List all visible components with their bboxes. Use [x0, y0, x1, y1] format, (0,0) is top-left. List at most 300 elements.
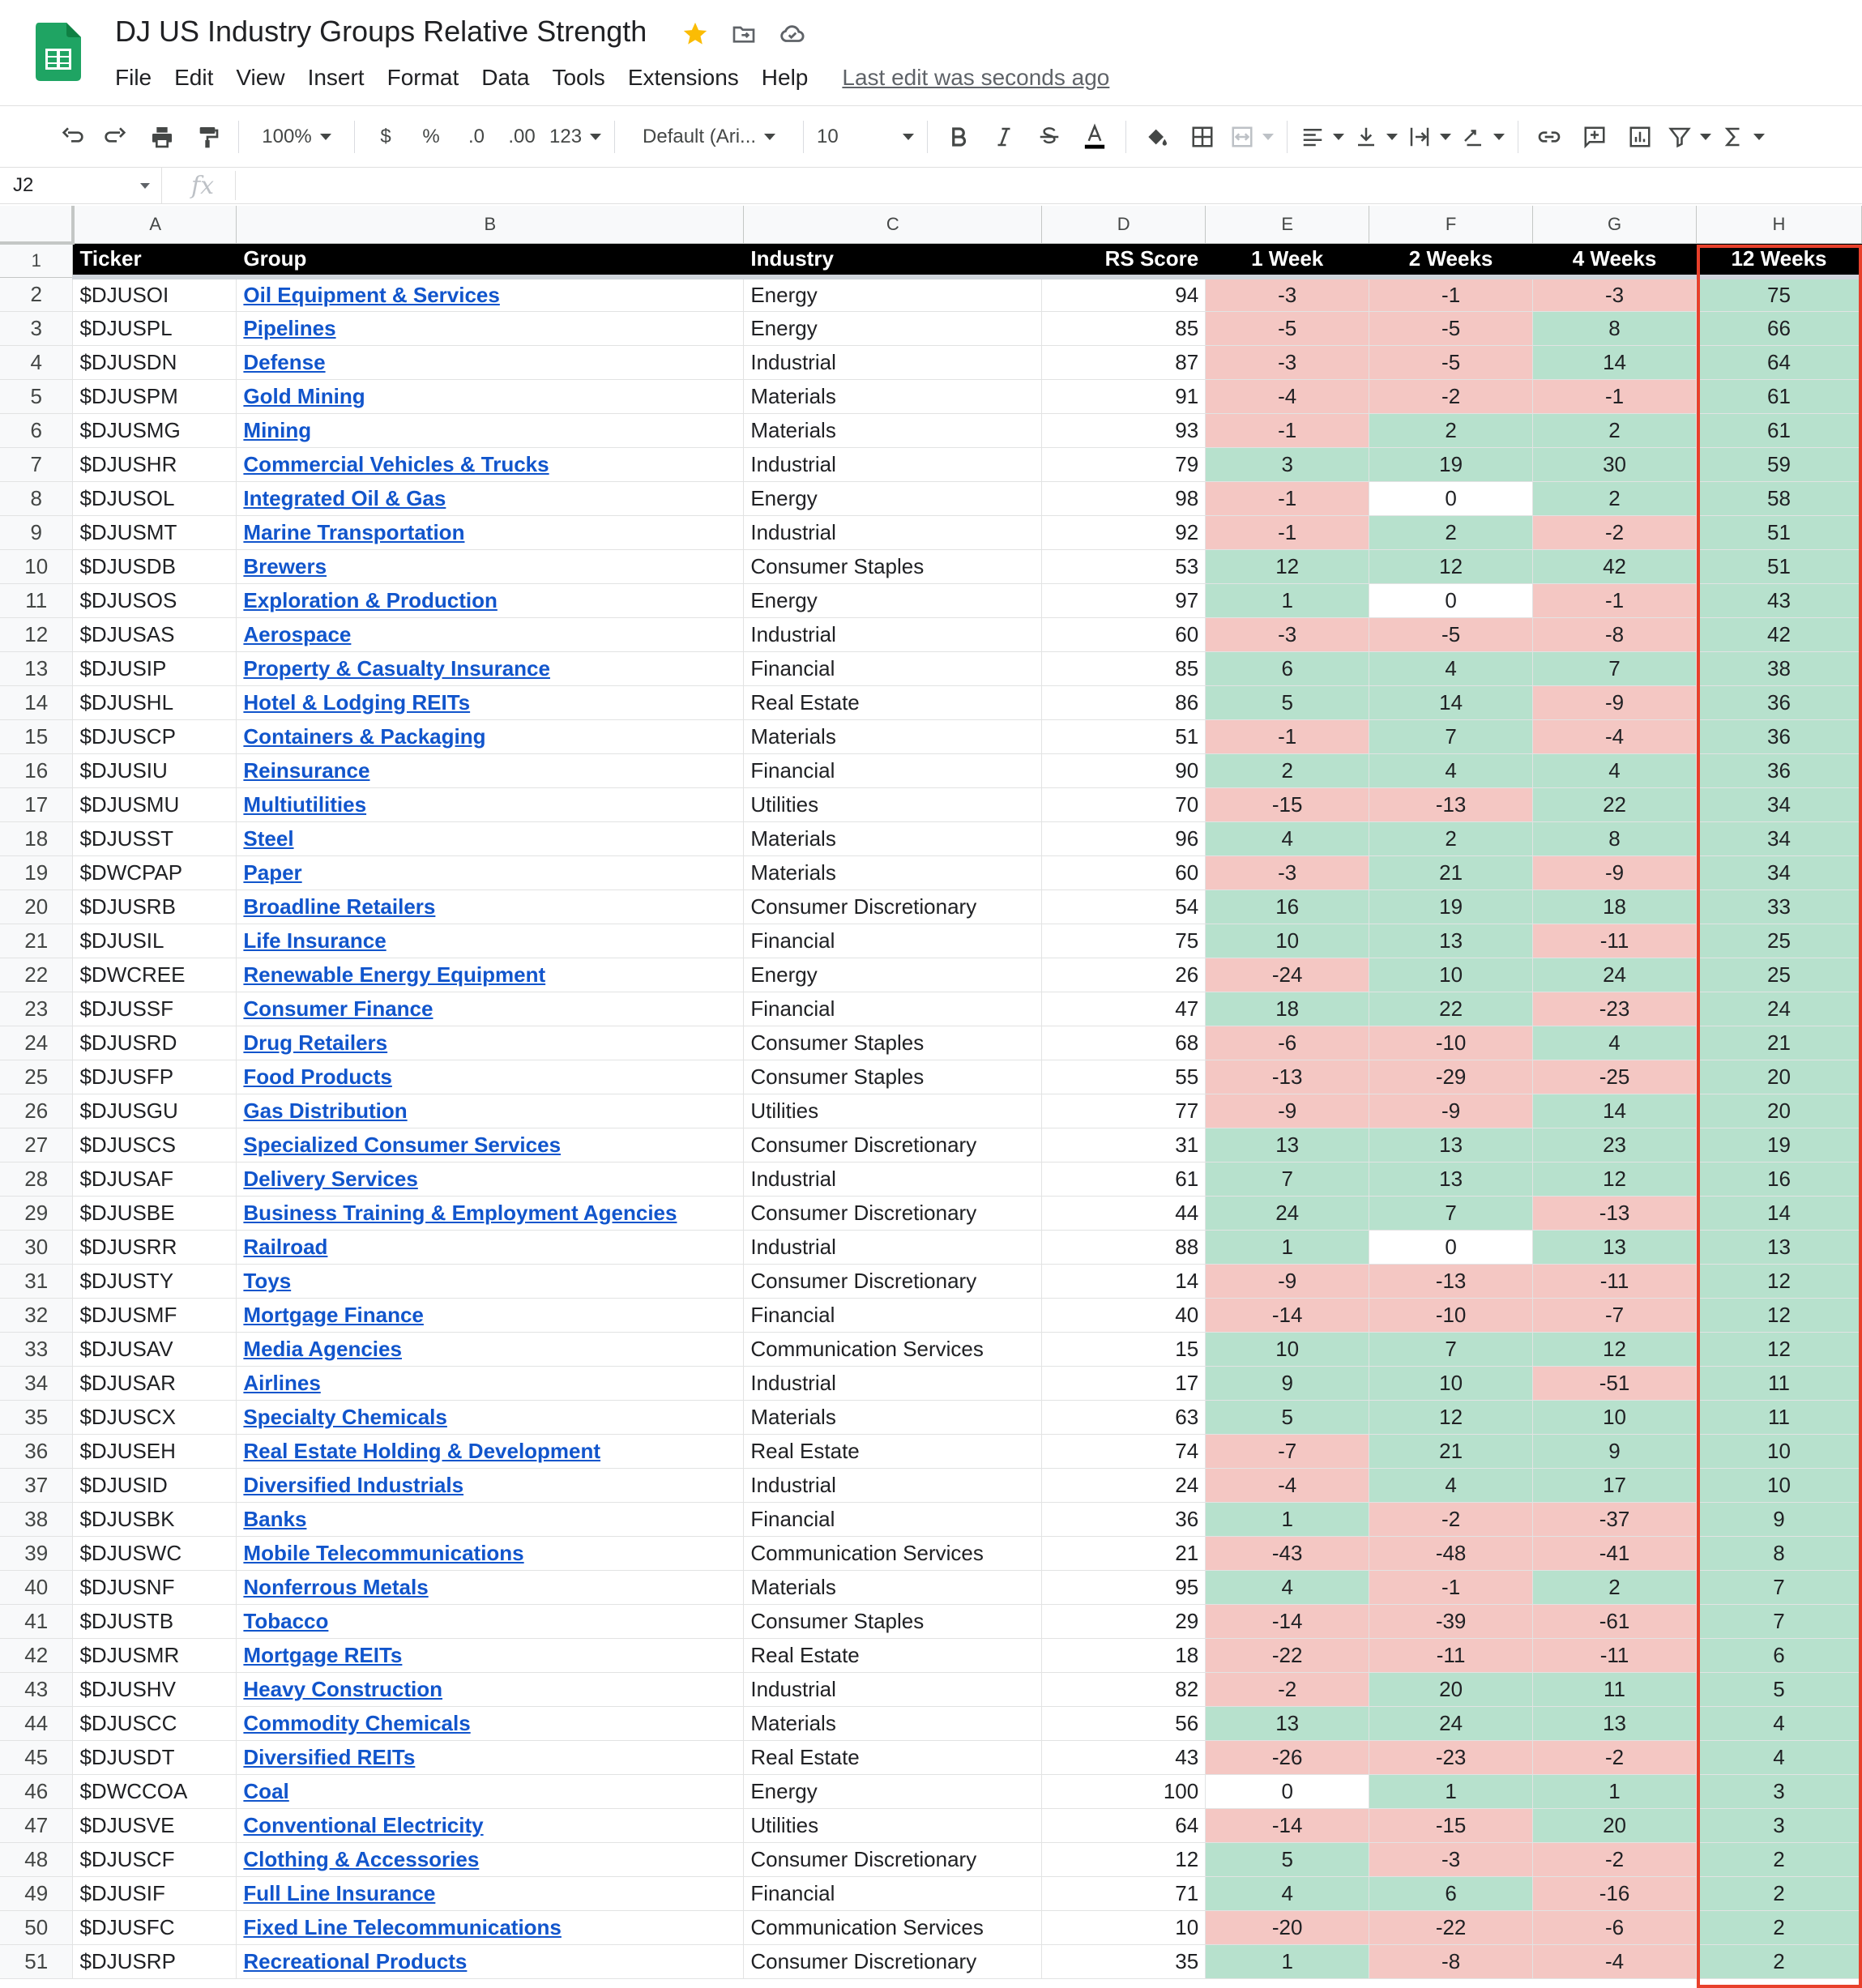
12-weeks-cell[interactable]: 19 — [1696, 1128, 1861, 1162]
ticker-cell[interactable]: $DWCCOA — [73, 1774, 237, 1808]
row-header[interactable]: 16 — [0, 753, 73, 787]
12-weeks-cell[interactable]: 43 — [1696, 583, 1861, 617]
group-link[interactable]: Railroad — [243, 1234, 328, 1259]
4-weeks-cell[interactable]: 10 — [1533, 1400, 1697, 1434]
header-cell-rs-score[interactable]: RS Score — [1042, 243, 1206, 277]
rs-score-cell[interactable]: 100 — [1042, 1774, 1206, 1808]
12-weeks-cell[interactable]: 20 — [1696, 1060, 1861, 1094]
rs-score-cell[interactable]: 97 — [1042, 583, 1206, 617]
4-weeks-cell[interactable]: 11 — [1533, 1672, 1697, 1706]
group-cell[interactable] — [237, 345, 744, 379]
row-header[interactable]: 46 — [0, 1774, 73, 1808]
4-weeks-cell[interactable]: 2 — [1533, 481, 1697, 515]
2-weeks-cell[interactable]: 2 — [1369, 821, 1533, 855]
4-weeks-cell[interactable]: -2 — [1533, 515, 1697, 549]
ticker-cell[interactable]: $DJUSTY — [73, 1264, 237, 1298]
12-weeks-cell[interactable]: 61 — [1696, 413, 1861, 447]
ticker-cell[interactable]: $DJUSPL — [73, 311, 237, 345]
2-weeks-cell[interactable]: -10 — [1369, 1026, 1533, 1060]
12-weeks-cell[interactable]: 7 — [1696, 1604, 1861, 1638]
group-link[interactable]: Media Agencies — [243, 1336, 402, 1361]
row-header[interactable]: 17 — [0, 787, 73, 821]
group-cell[interactable] — [237, 651, 744, 685]
12-weeks-cell[interactable]: 25 — [1696, 958, 1861, 992]
2-weeks-cell[interactable]: 7 — [1369, 1196, 1533, 1230]
industry-cell[interactable]: Financial — [744, 1502, 1042, 1536]
row-header[interactable]: 22 — [0, 958, 73, 992]
industry-cell[interactable]: Materials — [744, 719, 1042, 753]
row-header[interactable]: 39 — [0, 1536, 73, 1570]
header-cell-group[interactable]: Group — [237, 243, 744, 277]
ticker-cell[interactable]: $DJUSHV — [73, 1672, 237, 1706]
12-weeks-cell[interactable]: 66 — [1696, 311, 1861, 345]
4-weeks-cell[interactable]: -9 — [1533, 685, 1697, 719]
industry-cell[interactable]: Utilities — [744, 1808, 1042, 1842]
group-cell[interactable] — [237, 413, 744, 447]
row-header[interactable]: 28 — [0, 1162, 73, 1196]
1-week-cell[interactable]: 3 — [1206, 447, 1369, 481]
4-weeks-cell[interactable]: 4 — [1533, 753, 1697, 787]
rs-score-cell[interactable]: 87 — [1042, 345, 1206, 379]
group-cell[interactable] — [237, 821, 744, 855]
rs-score-cell[interactable]: 95 — [1042, 1570, 1206, 1604]
row-header[interactable]: 44 — [0, 1706, 73, 1740]
1-week-cell[interactable]: 10 — [1206, 924, 1369, 958]
industry-cell[interactable]: Energy — [744, 958, 1042, 992]
1-week-cell[interactable]: -1 — [1206, 481, 1369, 515]
ticker-cell[interactable]: $DJUSCX — [73, 1400, 237, 1434]
1-week-cell[interactable]: 1 — [1206, 1944, 1369, 1978]
row-header[interactable]: 36 — [0, 1434, 73, 1468]
12-weeks-cell[interactable]: 2 — [1696, 1944, 1861, 1978]
4-weeks-cell[interactable]: 8 — [1533, 311, 1697, 345]
4-weeks-cell[interactable]: -7 — [1533, 1298, 1697, 1332]
rs-score-cell[interactable]: 56 — [1042, 1706, 1206, 1740]
ticker-cell[interactable]: $DJUSMG — [73, 413, 237, 447]
2-weeks-cell[interactable]: 12 — [1369, 549, 1533, 583]
2-weeks-cell[interactable]: 4 — [1369, 651, 1533, 685]
12-weeks-cell[interactable]: 61 — [1696, 379, 1861, 413]
group-cell[interactable] — [237, 1298, 744, 1332]
1-week-cell[interactable]: -1 — [1206, 719, 1369, 753]
4-weeks-cell[interactable]: 1 — [1533, 1774, 1697, 1808]
group-cell[interactable] — [237, 787, 744, 821]
ticker-cell[interactable]: $DJUSRP — [73, 1944, 237, 1978]
group-cell[interactable] — [237, 1740, 744, 1774]
rs-score-cell[interactable]: 91 — [1042, 379, 1206, 413]
1-week-cell[interactable]: 10 — [1206, 1332, 1369, 1366]
12-weeks-cell[interactable]: 4 — [1696, 1706, 1861, 1740]
row-header[interactable]: 2 — [0, 277, 73, 311]
group-link[interactable]: Delivery Services — [243, 1166, 418, 1191]
ticker-cell[interactable]: $DJUSFP — [73, 1060, 237, 1094]
borders-icon[interactable] — [1185, 117, 1220, 156]
row-header[interactable]: 14 — [0, 685, 73, 719]
group-link[interactable]: Reinsurance — [243, 757, 370, 783]
group-cell[interactable] — [237, 1026, 744, 1060]
12-weeks-cell[interactable]: 51 — [1696, 515, 1861, 549]
industry-cell[interactable]: Energy — [744, 1774, 1042, 1808]
4-weeks-cell[interactable]: 22 — [1533, 787, 1697, 821]
12-weeks-cell[interactable]: 2 — [1696, 1876, 1861, 1910]
2-weeks-cell[interactable]: -39 — [1369, 1604, 1533, 1638]
rs-score-cell[interactable]: 35 — [1042, 1944, 1206, 1978]
2-weeks-cell[interactable]: -5 — [1369, 311, 1533, 345]
row-header[interactable]: 43 — [0, 1672, 73, 1706]
group-cell[interactable] — [237, 1230, 744, 1264]
4-weeks-cell[interactable]: 2 — [1533, 1570, 1697, 1604]
rs-score-cell[interactable]: 75 — [1042, 924, 1206, 958]
rs-score-cell[interactable]: 88 — [1042, 1230, 1206, 1264]
1-week-cell[interactable]: -24 — [1206, 958, 1369, 992]
row-header[interactable]: 10 — [0, 549, 73, 583]
group-link[interactable]: Property & Casualty Insurance — [243, 655, 550, 680]
row-header[interactable]: 29 — [0, 1196, 73, 1230]
merge-cells-icon[interactable] — [1230, 117, 1274, 156]
12-weeks-cell[interactable]: 36 — [1696, 753, 1861, 787]
12-weeks-cell[interactable]: 59 — [1696, 447, 1861, 481]
4-weeks-cell[interactable]: -41 — [1533, 1536, 1697, 1570]
industry-cell[interactable]: Industrial — [744, 345, 1042, 379]
group-cell[interactable] — [237, 855, 744, 889]
ticker-cell[interactable]: $DJUSBK — [73, 1502, 237, 1536]
group-cell[interactable] — [237, 1434, 744, 1468]
group-link[interactable]: Renewable Energy Equipment — [243, 962, 546, 987]
ticker-cell[interactable]: $DJUSCP — [73, 719, 237, 753]
1-week-cell[interactable]: -14 — [1206, 1808, 1369, 1842]
text-color-icon[interactable] — [1077, 117, 1113, 156]
ticker-cell[interactable]: $DJUSIF — [73, 1876, 237, 1910]
rs-score-cell[interactable]: 64 — [1042, 1808, 1206, 1842]
fill-color-icon[interactable] — [1139, 117, 1175, 156]
12-weeks-cell[interactable]: 16 — [1696, 1162, 1861, 1196]
2-weeks-cell[interactable]: 19 — [1369, 447, 1533, 481]
group-cell[interactable] — [237, 1876, 744, 1910]
rs-score-cell[interactable]: 77 — [1042, 1094, 1206, 1128]
1-week-cell[interactable]: -1 — [1206, 413, 1369, 447]
12-weeks-cell[interactable]: 7 — [1696, 1570, 1861, 1604]
ticker-cell[interactable]: $DJUSTB — [73, 1604, 237, 1638]
group-link[interactable]: Brewers — [243, 553, 327, 578]
4-weeks-cell[interactable]: 13 — [1533, 1706, 1697, 1740]
industry-cell[interactable]: Communication Services — [744, 1910, 1042, 1944]
group-link[interactable]: Fixed Line Telecommunications — [243, 1914, 562, 1939]
1-week-cell[interactable]: -9 — [1206, 1264, 1369, 1298]
ticker-cell[interactable]: $DJUSST — [73, 821, 237, 855]
1-week-cell[interactable]: -14 — [1206, 1298, 1369, 1332]
row-header[interactable]: 38 — [0, 1502, 73, 1536]
4-weeks-cell[interactable]: 8 — [1533, 821, 1697, 855]
1-week-cell[interactable]: 7 — [1206, 1162, 1369, 1196]
12-weeks-cell[interactable]: 36 — [1696, 685, 1861, 719]
row-header[interactable]: 6 — [0, 413, 73, 447]
4-weeks-cell[interactable]: -4 — [1533, 719, 1697, 753]
2-weeks-cell[interactable]: -23 — [1369, 1740, 1533, 1774]
row-header[interactable]: 33 — [0, 1332, 73, 1366]
12-weeks-cell[interactable]: 34 — [1696, 821, 1861, 855]
2-weeks-cell[interactable]: -29 — [1369, 1060, 1533, 1094]
sheets-logo-icon[interactable] — [36, 23, 81, 81]
ticker-cell[interactable]: $DJUSSF — [73, 992, 237, 1026]
rs-score-cell[interactable]: 85 — [1042, 311, 1206, 345]
group-link[interactable]: Real Estate Holding & Development — [243, 1438, 601, 1463]
row-header[interactable]: 32 — [0, 1298, 73, 1332]
menu-edit[interactable]: Edit — [174, 65, 214, 90]
1-week-cell[interactable]: 12 — [1206, 549, 1369, 583]
industry-cell[interactable]: Financial — [744, 753, 1042, 787]
italic-icon[interactable] — [986, 117, 1022, 156]
12-weeks-cell[interactable]: 8 — [1696, 1536, 1861, 1570]
group-link[interactable]: Integrated Oil & Gas — [243, 485, 446, 510]
header-cell-2-weeks[interactable]: 2 Weeks — [1369, 243, 1533, 277]
row-header[interactable]: 31 — [0, 1264, 73, 1298]
12-weeks-cell[interactable]: 34 — [1696, 787, 1861, 821]
row-header[interactable]: 7 — [0, 447, 73, 481]
rs-score-cell[interactable]: 61 — [1042, 1162, 1206, 1196]
4-weeks-cell[interactable]: -61 — [1533, 1604, 1697, 1638]
rs-score-cell[interactable]: 79 — [1042, 447, 1206, 481]
group-cell[interactable] — [237, 1468, 744, 1502]
ticker-cell[interactable]: $DJUSMR — [73, 1638, 237, 1672]
row-header[interactable]: 25 — [0, 1060, 73, 1094]
column-header-h[interactable]: H — [1696, 206, 1861, 243]
12-weeks-cell[interactable]: 2 — [1696, 1842, 1861, 1876]
2-weeks-cell[interactable]: 4 — [1369, 753, 1533, 787]
2-weeks-cell[interactable]: 0 — [1369, 481, 1533, 515]
increase-decimal-button[interactable]: .00 — [508, 125, 536, 147]
rs-score-cell[interactable]: 17 — [1042, 1366, 1206, 1400]
row-header[interactable]: 47 — [0, 1808, 73, 1842]
1-week-cell[interactable]: -14 — [1206, 1604, 1369, 1638]
column-header-c[interactable]: C — [744, 206, 1042, 243]
rs-score-cell[interactable]: 31 — [1042, 1128, 1206, 1162]
row-header[interactable]: 20 — [0, 889, 73, 924]
redo-icon[interactable] — [99, 117, 135, 156]
group-link[interactable]: Gold Mining — [243, 383, 365, 408]
row-header[interactable]: 23 — [0, 992, 73, 1026]
group-link[interactable]: Steel — [243, 825, 294, 851]
group-cell[interactable] — [237, 481, 744, 515]
header-cell-12-weeks[interactable]: 12 Weeks — [1696, 243, 1861, 277]
row-header[interactable]: 48 — [0, 1842, 73, 1876]
industry-cell[interactable]: Industrial — [744, 515, 1042, 549]
row-header[interactable]: 1 — [0, 243, 73, 277]
column-header-a[interactable]: A — [73, 206, 237, 243]
column-header-d[interactable]: D — [1042, 206, 1206, 243]
horizontal-align-icon[interactable] — [1300, 117, 1344, 156]
group-cell[interactable] — [237, 1400, 744, 1434]
2-weeks-cell[interactable]: -3 — [1369, 1842, 1533, 1876]
rs-score-cell[interactable]: 36 — [1042, 1502, 1206, 1536]
font-family-select[interactable]: Default (Ari... — [628, 117, 790, 156]
group-link[interactable]: Specialty Chemicals — [243, 1404, 447, 1429]
2-weeks-cell[interactable]: 4 — [1369, 1468, 1533, 1502]
4-weeks-cell[interactable]: -6 — [1533, 1910, 1697, 1944]
group-cell[interactable] — [237, 447, 744, 481]
1-week-cell[interactable]: -15 — [1206, 787, 1369, 821]
12-weeks-cell[interactable]: 6 — [1696, 1638, 1861, 1672]
group-cell[interactable] — [237, 1502, 744, 1536]
industry-cell[interactable]: Energy — [744, 481, 1042, 515]
ticker-cell[interactable]: $DJUSPM — [73, 379, 237, 413]
4-weeks-cell[interactable]: 12 — [1533, 1162, 1697, 1196]
2-weeks-cell[interactable]: -13 — [1369, 787, 1533, 821]
4-weeks-cell[interactable]: 12 — [1533, 1332, 1697, 1366]
group-link[interactable]: Mortgage REITs — [243, 1642, 403, 1667]
industry-cell[interactable]: Utilities — [744, 787, 1042, 821]
group-cell[interactable] — [237, 958, 744, 992]
header-cell-1-week[interactable]: 1 Week — [1206, 243, 1369, 277]
row-header[interactable]: 42 — [0, 1638, 73, 1672]
ticker-cell[interactable]: $DJUSRB — [73, 889, 237, 924]
row-header[interactable]: 9 — [0, 515, 73, 549]
industry-cell[interactable]: Consumer Discretionary — [744, 1264, 1042, 1298]
rs-score-cell[interactable]: 94 — [1042, 277, 1206, 311]
2-weeks-cell[interactable]: 19 — [1369, 889, 1533, 924]
group-cell[interactable] — [237, 1706, 744, 1740]
industry-cell[interactable]: Industrial — [744, 1468, 1042, 1502]
1-week-cell[interactable]: 24 — [1206, 1196, 1369, 1230]
group-link[interactable]: Multiutilities — [243, 791, 367, 817]
12-weeks-cell[interactable]: 58 — [1696, 481, 1861, 515]
ticker-cell[interactable]: $DJUSHL — [73, 685, 237, 719]
ticker-cell[interactable]: $DJUSRR — [73, 1230, 237, 1264]
4-weeks-cell[interactable]: 14 — [1533, 345, 1697, 379]
12-weeks-cell[interactable]: 38 — [1696, 651, 1861, 685]
font-size-select[interactable]: 10 — [817, 117, 914, 156]
group-cell[interactable] — [237, 583, 744, 617]
group-link[interactable]: Commercial Vehicles & Trucks — [243, 451, 549, 476]
group-link[interactable]: Exploration & Production — [243, 587, 498, 612]
2-weeks-cell[interactable]: -1 — [1369, 1570, 1533, 1604]
4-weeks-cell[interactable]: -1 — [1533, 379, 1697, 413]
rs-score-cell[interactable]: 90 — [1042, 753, 1206, 787]
2-weeks-cell[interactable]: 13 — [1369, 1128, 1533, 1162]
name-box[interactable]: J2 — [0, 168, 162, 203]
4-weeks-cell[interactable]: -51 — [1533, 1366, 1697, 1400]
group-link[interactable]: Mining — [243, 417, 312, 442]
ticker-cell[interactable]: $DJUSCF — [73, 1842, 237, 1876]
group-cell[interactable] — [237, 1910, 744, 1944]
2-weeks-cell[interactable]: 24 — [1369, 1706, 1533, 1740]
industry-cell[interactable]: Energy — [744, 311, 1042, 345]
4-weeks-cell[interactable]: -11 — [1533, 1264, 1697, 1298]
rs-score-cell[interactable]: 82 — [1042, 1672, 1206, 1706]
12-weeks-cell[interactable]: 12 — [1696, 1298, 1861, 1332]
group-cell[interactable] — [237, 753, 744, 787]
12-weeks-cell[interactable]: 3 — [1696, 1808, 1861, 1842]
last-edit-link[interactable]: Last edit was seconds ago — [842, 65, 1110, 90]
undo-icon[interactable] — [53, 117, 89, 156]
1-week-cell[interactable]: 1 — [1206, 1502, 1369, 1536]
industry-cell[interactable]: Industrial — [744, 1162, 1042, 1196]
4-weeks-cell[interactable]: 13 — [1533, 1230, 1697, 1264]
1-week-cell[interactable]: -9 — [1206, 1094, 1369, 1128]
rs-score-cell[interactable]: 96 — [1042, 821, 1206, 855]
row-header[interactable]: 8 — [0, 481, 73, 515]
rs-score-cell[interactable]: 15 — [1042, 1332, 1206, 1366]
4-weeks-cell[interactable]: -4 — [1533, 1944, 1697, 1978]
group-link[interactable]: Airlines — [243, 1370, 321, 1395]
move-folder-icon[interactable] — [728, 18, 760, 50]
rs-score-cell[interactable]: 85 — [1042, 651, 1206, 685]
2-weeks-cell[interactable]: -8 — [1369, 1944, 1533, 1978]
industry-cell[interactable]: Real Estate — [744, 1434, 1042, 1468]
group-cell[interactable] — [237, 685, 744, 719]
industry-cell[interactable]: Materials — [744, 821, 1042, 855]
industry-cell[interactable]: Consumer Discretionary — [744, 1842, 1042, 1876]
2-weeks-cell[interactable]: -13 — [1369, 1264, 1533, 1298]
text-wrap-icon[interactable] — [1407, 117, 1451, 156]
industry-cell[interactable]: Communication Services — [744, 1536, 1042, 1570]
4-weeks-cell[interactable]: 20 — [1533, 1808, 1697, 1842]
4-weeks-cell[interactable]: 9 — [1533, 1434, 1697, 1468]
industry-cell[interactable]: Industrial — [744, 447, 1042, 481]
12-weeks-cell[interactable]: 14 — [1696, 1196, 1861, 1230]
group-link[interactable]: Diversified REITs — [243, 1744, 416, 1769]
2-weeks-cell[interactable]: 6 — [1369, 1876, 1533, 1910]
group-cell[interactable] — [237, 1672, 744, 1706]
1-week-cell[interactable]: 13 — [1206, 1128, 1369, 1162]
strikethrough-icon[interactable] — [1031, 117, 1067, 156]
12-weeks-cell[interactable]: 3 — [1696, 1774, 1861, 1808]
rs-score-cell[interactable]: 53 — [1042, 549, 1206, 583]
group-link[interactable]: Defense — [243, 349, 326, 374]
ticker-cell[interactable]: $DWCREE — [73, 958, 237, 992]
row-header[interactable]: 11 — [0, 583, 73, 617]
group-link[interactable]: Recreational Products — [243, 1948, 468, 1973]
industry-cell[interactable]: Consumer Discretionary — [744, 1196, 1042, 1230]
row-header[interactable]: 30 — [0, 1230, 73, 1264]
menu-extensions[interactable]: Extensions — [627, 65, 739, 90]
rs-score-cell[interactable]: 40 — [1042, 1298, 1206, 1332]
4-weeks-cell[interactable]: 7 — [1533, 651, 1697, 685]
rs-score-cell[interactable]: 71 — [1042, 1876, 1206, 1910]
4-weeks-cell[interactable]: 4 — [1533, 1026, 1697, 1060]
12-weeks-cell[interactable]: 33 — [1696, 889, 1861, 924]
2-weeks-cell[interactable]: 1 — [1369, 1774, 1533, 1808]
star-icon[interactable] — [679, 18, 711, 50]
1-week-cell[interactable]: -26 — [1206, 1740, 1369, 1774]
group-cell[interactable] — [237, 1944, 744, 1978]
group-cell[interactable] — [237, 1604, 744, 1638]
insert-chart-icon[interactable] — [1622, 117, 1658, 156]
1-week-cell[interactable]: 4 — [1206, 821, 1369, 855]
rs-score-cell[interactable]: 92 — [1042, 515, 1206, 549]
group-link[interactable]: Diversified Industrials — [243, 1472, 464, 1497]
group-link[interactable]: Clothing & Accessories — [243, 1846, 480, 1871]
1-week-cell[interactable]: 1 — [1206, 583, 1369, 617]
4-weeks-cell[interactable]: 18 — [1533, 889, 1697, 924]
industry-cell[interactable]: Materials — [744, 1706, 1042, 1740]
group-link[interactable]: Broadline Retailers — [243, 894, 436, 919]
row-header[interactable]: 3 — [0, 311, 73, 345]
industry-cell[interactable]: Energy — [744, 277, 1042, 311]
2-weeks-cell[interactable]: 7 — [1369, 719, 1533, 753]
12-weeks-cell[interactable]: 10 — [1696, 1434, 1861, 1468]
group-cell[interactable] — [237, 889, 744, 924]
2-weeks-cell[interactable]: 2 — [1369, 515, 1533, 549]
12-weeks-cell[interactable]: 11 — [1696, 1400, 1861, 1434]
rs-score-cell[interactable]: 24 — [1042, 1468, 1206, 1502]
ticker-cell[interactable]: $DJUSGU — [73, 1094, 237, 1128]
group-cell[interactable] — [237, 1638, 744, 1672]
2-weeks-cell[interactable]: -1 — [1369, 277, 1533, 311]
ticker-cell[interactable]: $DJUSFC — [73, 1910, 237, 1944]
12-weeks-cell[interactable]: 24 — [1696, 992, 1861, 1026]
12-weeks-cell[interactable]: 34 — [1696, 855, 1861, 889]
2-weeks-cell[interactable]: -9 — [1369, 1094, 1533, 1128]
